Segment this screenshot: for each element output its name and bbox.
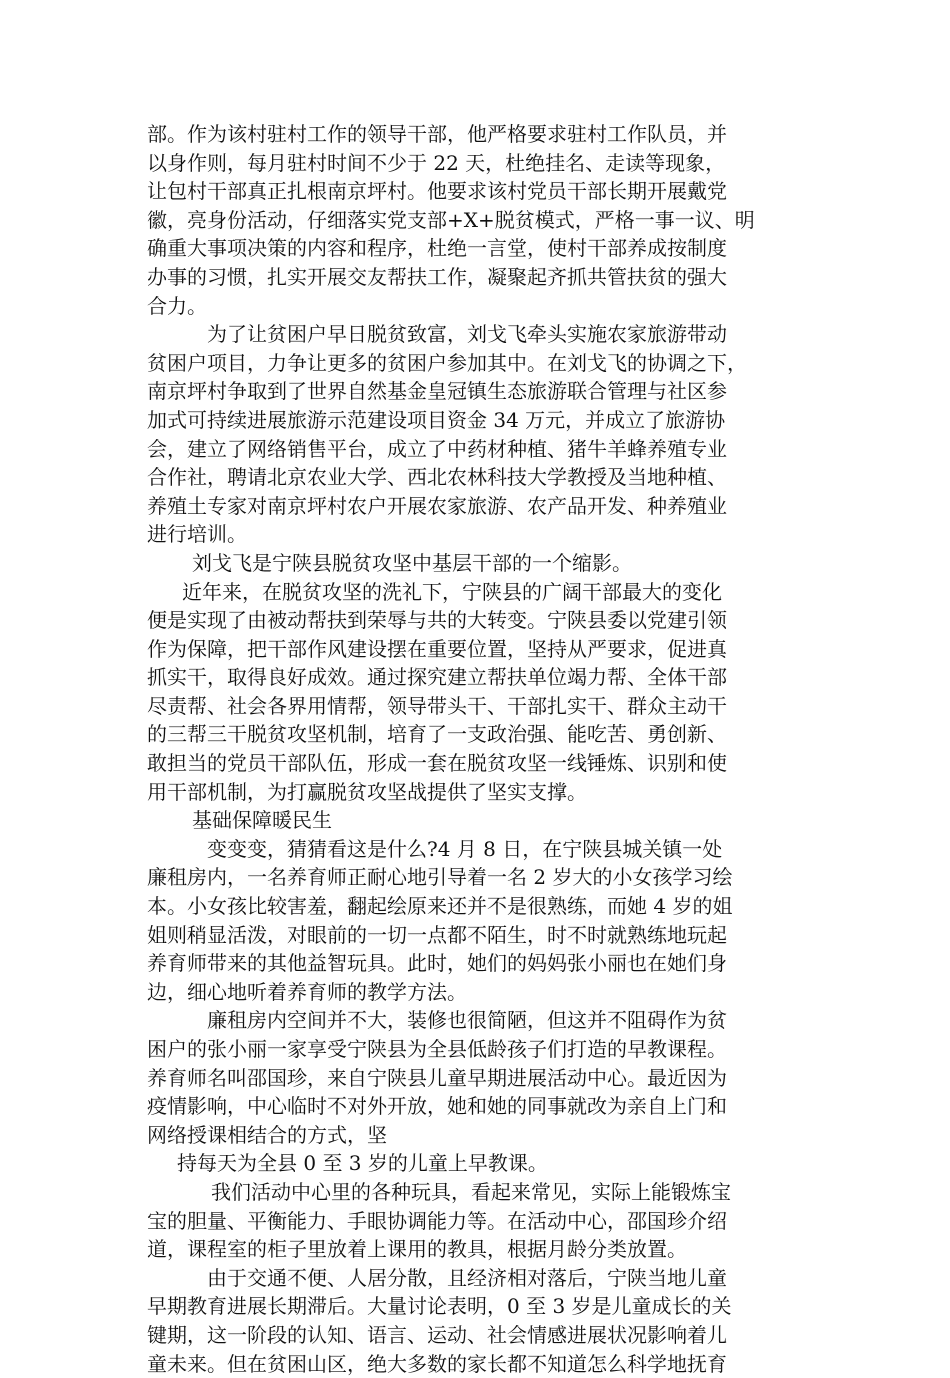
text-line: 困户的张小丽一家享受宁陕县为全县低龄孩子们打造的早教课程。 — [147, 1037, 727, 1061]
text-line: 道，课程室的柜子里放着上课用的教具，根据月龄分类放置。 — [147, 1237, 687, 1262]
text-line: 早期教育进展长期滞后。大量讨论表明，0 至 3 岁是儿童成长的关 — [147, 1294, 732, 1319]
text-line: 作为保障，把干部作风建设摆在重要位置，坚持从严要求，促进真 — [147, 636, 727, 661]
paragraph — [147, 120, 809, 320]
text-line: 姐则稍显活泼，对眼前的一切一点都不陌生，时不时就熟练地玩起 — [147, 922, 727, 947]
paragraph — [147, 806, 809, 835]
paragraph — [147, 1264, 809, 1378]
text-line: 养育师名叫邵国珍，来自宁陕县儿童早期进展活动中心。最近因为 — [147, 1065, 727, 1090]
text-line: 廉租房内空间并不大，装修也很简陋，但这并不阻碍作为贫 — [207, 1008, 727, 1033]
text-line: 徽，亮身份活动，仔细落实党支部+X+脱贫模式，严格一事一议、明 — [147, 207, 755, 232]
paragraph — [147, 578, 809, 807]
text-line: 办事的习惯，扎实开展交友帮扶工作，凝聚起齐抓共管扶贫的强大 — [147, 264, 727, 289]
text-line: 基础保障暖民生 — [192, 808, 332, 833]
text-line: 由于交通不便、人居分散，且经济相对落后，宁陕当地儿童 — [207, 1265, 727, 1290]
text-line: 本。小女孩比较害羞，翻起绘原来还并不是很熟练，而她 4 岁的姐 — [147, 894, 733, 919]
text-line: 抓实干，取得良好成效。通过探究建立帮扶单位竭力帮、全体干部 — [147, 665, 727, 690]
text-line: 变变变，猜猜看这是什么?4 月 8 日，在宁陕县城关镇一处 — [207, 836, 723, 861]
text-line: 加式可持续进展旅游示范建设项目资金 34 万元，并成立了旅游协 — [147, 407, 726, 432]
text-line: 养殖土专家对南京坪村农户开展农家旅游、农产品开发、种养殖业 — [147, 493, 727, 518]
text-line: 近年来，在脱贫攻坚的洗礼下，宁陕县的广阔干部最大的变化 — [182, 579, 722, 604]
text-line: 合力。 — [147, 293, 207, 318]
text-line: 贫困户项目，力争让更多的贫困户参加其中。在刘戈飞的协调之下， — [147, 350, 747, 375]
text-line: 疫情影响，中心临时不对外开放，她和她的同事就改为亲自上门和 — [147, 1094, 727, 1119]
text-line: 边，细心地听着养育师的教学方法。 — [147, 979, 467, 1004]
text-line: 键期，这一阶段的认知、语言、运动、社会情感进展状况影响着儿 — [147, 1322, 727, 1347]
text-line: 廉租房内，一名养育师正耐心地引导着一名 2 岁大的小女孩学习绘 — [147, 865, 733, 890]
text-line: 用干部机制，为打赢脱贫攻坚战提供了坚实支撑。 — [147, 779, 587, 804]
paragraph — [147, 549, 809, 578]
text-line: 的三帮三干脱贫攻坚机制，培育了一支政治强、能吃苦、勇创新、 — [147, 722, 727, 747]
text-line: 合作社，聘请北京农业大学、西北农林科技大学教授及当地种植、 — [147, 465, 727, 490]
text-line: 童未来。但在贫困山区，绝大多数的家长都不知道怎么科学地抚育 — [147, 1351, 727, 1376]
text-line: 敢担当的党员干部队伍，形成一套在脱贫攻坚一线锤炼、识别和使 — [147, 751, 727, 776]
paragraph — [147, 320, 809, 549]
paragraph — [147, 1178, 809, 1264]
text-line: 南京坪村争取到了世界自然基金皇冠镇生态旅游联合管理与社区参 — [147, 379, 727, 404]
text-line: 养育师带来的其他益智玩具。此时，她们的妈妈张小丽也在她们身 — [147, 951, 727, 976]
text-line: 以身作则，每月驻村时间不少于 22 天，杜绝挂名、走读等现象， — [147, 150, 726, 175]
text-line: 持每天为全县 0 至 3 岁的儿童上早教课。 — [177, 1151, 548, 1176]
text-line: 会，建立了网络销售平台，成立了中药材种植、猪牛羊蜂养殖专业 — [147, 436, 727, 461]
paragraph — [147, 835, 809, 1007]
document-body — [147, 120, 809, 1378]
paragraph — [147, 1006, 809, 1149]
text-line: 让包村干部真正扎根南京坪村。他要求该村党员干部长期开展戴党 — [147, 179, 727, 204]
text-line: 我们活动中心里的各种玩具，看起来常见，实际上能锻炼宝 — [211, 1179, 731, 1204]
text-line: 刘戈飞是宁陕县脱贫攻坚中基层干部的一个缩影。 — [192, 550, 632, 575]
text-line: 部。作为该村驻村工作的领导干部，他严格要求驻村工作队员，并 — [147, 122, 727, 146]
text-line: 进行培训。 — [147, 522, 247, 547]
paragraph — [147, 1149, 809, 1178]
text-line: 网络授课相结合的方式，坚 — [147, 1122, 387, 1147]
text-line: 为了让贫困户早日脱贫致富，刘戈飞牵头实施农家旅游带动 — [207, 322, 727, 347]
text-line: 宝的胆量、平衡能力、手眼协调能力等。在活动中心，邵国珍介绍 — [147, 1208, 727, 1233]
text-line: 便是实现了由被动帮扶到荣辱与共的大转变。宁陕县委以党建引领 — [147, 608, 727, 633]
text-line: 尽责帮、社会各界用情帮，领导带头干、干部扎实干、群众主动干 — [147, 693, 727, 718]
text-line: 确重大事项决策的内容和程序，杜绝一言堂，使村干部养成按制度 — [147, 236, 727, 261]
